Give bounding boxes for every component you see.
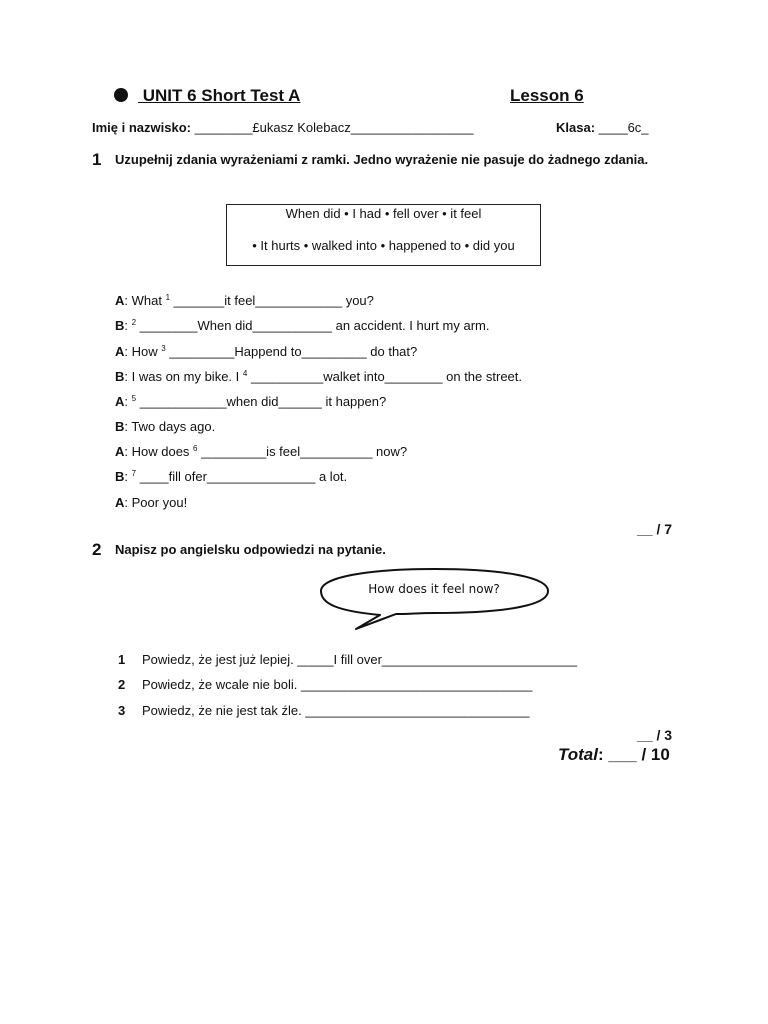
dialogue-line[interactable]: B: $^7$ ____fill ofer_______________ a lot. [115,469,348,484]
dialogue-line[interactable]: A: How $^3$ _________Happend to_________ do that? [115,344,418,359]
class-row [556,120,649,135]
section-1-instruction: Uzupełnij zdania wyrażeniami z ramki. Jedno wyrażenie nie pasuje do żadnego zdania. [115,152,649,167]
name-row [92,120,474,135]
dialogue-line: A: Poor you! [115,495,188,510]
name-field[interactable]: ________£ukasz Kolebacz_________________ [190,120,474,135]
section-1-number: 1 [92,150,102,169]
name-label: Imię i nazwisko: [92,120,191,135]
dialogue-line: B: Two days ago. [115,419,216,434]
dialogue-line[interactable]: B: I was on my bike. I $^4$ __________walket into________ on the street. [115,369,523,384]
dialogue-line[interactable]: B: $^2$ ________When did___________ an accident. I hurt my arm. [115,318,490,333]
question-answer-line[interactable]: Powiedz, że wcale nie boli. ________________________________ [142,677,533,692]
total-label: Total [558,745,598,764]
section-2-number: 2 [92,540,102,559]
class-field[interactable]: ____6c_ [595,120,649,135]
bullet-icon [114,88,128,102]
word-box-line-1: When did • I had • fell over • it feel [285,206,482,221]
word-box [226,204,541,266]
total-score [558,745,670,765]
question-number: 3 [118,703,126,718]
lesson-title: Lesson 6 [510,86,584,105]
bubble-text: How does it feel now? [368,582,500,596]
question-answer-line[interactable]: Powiedz, że jest już lepiej. _____I fill over___________________________ [142,652,578,667]
section-2-score: __ / 3 [637,727,673,743]
word-box-line-2: • It hurts • walked into • happened to • did you [252,238,515,253]
question-answer-line[interactable]: Powiedz, że nie jest tak źle. _______________________________ [142,703,530,718]
speech-bubble-icon [318,566,552,632]
dialogue-line[interactable]: A: What $^1$ _______it feel____________ you? [115,293,374,308]
section-1-score: __ / 7 [637,521,673,537]
dialogue-line[interactable]: A: $^5$ ____________when did______ it happen? [115,394,387,409]
section-2-instruction: Napisz po angielsku odpowiedzi na pytanie. [115,542,386,557]
question-number: 1 [118,652,126,667]
dialogue-line[interactable]: A: How does $^6$ _________is feel__________ now? [115,444,408,459]
total-value: : ___ / 10 [597,745,670,764]
class-label: Klasa: [556,120,596,135]
question-number: 2 [118,677,126,692]
unit-title: UNIT 6 Short Test A [138,86,301,105]
